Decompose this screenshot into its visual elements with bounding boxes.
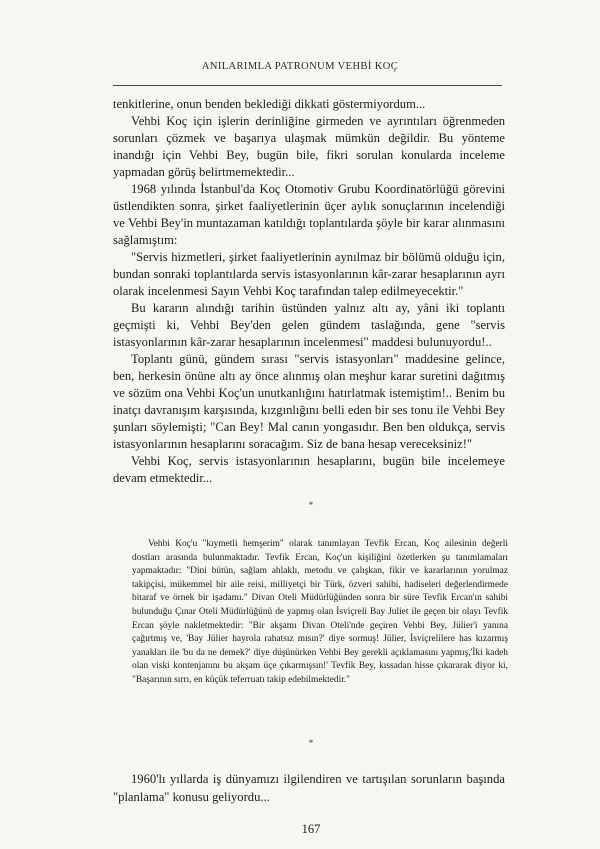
header-rule	[113, 85, 502, 86]
paragraph-7: Vehbi Koç, servis istasyonlarının hesaplarını, bugün bile incelemeye devam etmektedir...	[113, 454, 505, 485]
quoted-decision: "Servis hizmetleri, şirket faaliyetlerinin aynılmaz bir bölümü olduğu için, bundan sonraki toplantılarda servis istasyonlarının kâr-zarar hesaplarının ayrı olarak incelenmesi Sayın Vehbi Koç tarafından talep edilmeyecektir."	[113, 250, 505, 298]
paragraph-5: Bu kararın alındığı tarihin üstünden yalnız altı ay, yâni iki toplantı geçmişti ki, Vehbi Bey'den gelen gündem taslağında, gene "servis istasyonlarının kâr-zarar hesaplarının incelenmesi" maddesi bulunuyordu!..	[113, 301, 505, 349]
running-header: ANILARIMLA PATRONUM VEHBİ KOÇ	[201, 61, 399, 72]
footnote-text: Vehbi Koç'u "kıymetli hemşerim" olarak tanımlayan Tevfik Ercan, Koç ailesinin değerli dostları arasında bulunmaktadır. Tevfik Ercan, Koç'un kişiliğini özetlerken şu tanımlamaları yapmaktadır: "Dini bütün, sağlam ahlaklı, metodu ve çalışkan, fikir ve kararlarının yorulmaz takipçisi, mükemmel bir aile reisi, milliyetçi bir Türk, özveri sahibi, hadiseleri değerlendirmede bitaraf ve örnek bir işadamı." Divan Oteli Müdürlüğünden sonra bir süre Tevfik Ercan'ın sahibi bulunduğu Çınar Oteli Müdürlüğünü de yapmış olan İsviçreli Bay Juliet ile geçen bir olayı Tevfik Ercan şöyle nakletmektedir: "Bir akşamı Divan Oteli'nde geçiren Vehbi Bey, Jülier'i yanına çağırtmış ve, 'Bay Jülier hayrola rahatsız mısın?' diye sormuş! Jülier, İsviçrelilere has kızarmış yanakları ile 'bu da ne demek?' diye düşünürken Vehbi Bey gerekli açıklamasını yapmış,'İki kadeh olan viski kontenjanını bu akşam üçe çıkarmışsın!' Tevfik Bey, kıssadan hisse çıkararak diyor ki, "Başarının sırrı, en küçük teferruatı takip edebilmektedir."	[132, 539, 508, 685]
main-text	[113, 96, 505, 487]
paragraph-2: Vehbi Koç için işlerin derinliğine girmeden ve ayrıntıları öğrenmeden sorunları çözmek ve başarıya ulaşmak mümkün değildir. Bu yönteme inandığı için Vehbi Bey, bugün bile, fikri sorulan konularda inceleme yapmadan görüş belirtmemektedir...	[113, 114, 505, 179]
section-separator: *	[308, 500, 314, 510]
paragraph-6: Toplantı günü, gündem sırası "servis istasyonları" maddesine gelince, ben, herkesin önüne altı ay önce alınmış olan meşhur karar suretini dağıtmış ve sözüm ona Vehbi Koç'un unutkanlığını hatırlatmak istemiştim!.. Benim bu inatçı davranışım karşısında, kızgınlığını belli eden bir ses tonu ile Vehbi Bey şunları söylemişti; "Can Bey! Mal canın yongasıdır. Ben ben oldukça, servis istasyonlarının hesaplarını soracağım. Siz de bana hesap vereceksiniz!"	[113, 352, 505, 451]
page-number: 167	[301, 822, 321, 836]
closing-paragraph: 1960'lı yıllarda iş dünyamızı ilgilendiren ve tartışılan sorunların başında "planlama" konusu geliyordu...	[113, 772, 505, 804]
paragraph-3: 1968 yılında İstanbul'da Koç Otomotiv Grubu Koordinatörlüğü görevini üstlendikten sonra, şirket faaliyetlerinin üçer aylık sonuçlarının incelendiği ve Vehbi Bey'in muntazaman katıldığı toplantılarda şöyle bir karar alınmasını sağlamıştım:	[113, 182, 505, 247]
paragraph-1: tenkitlerine, onun benden beklediği dikkati göstermiyordum...	[113, 97, 426, 111]
closing-text	[113, 771, 505, 806]
footnote-block	[132, 538, 508, 688]
section-separator: *	[308, 738, 314, 748]
